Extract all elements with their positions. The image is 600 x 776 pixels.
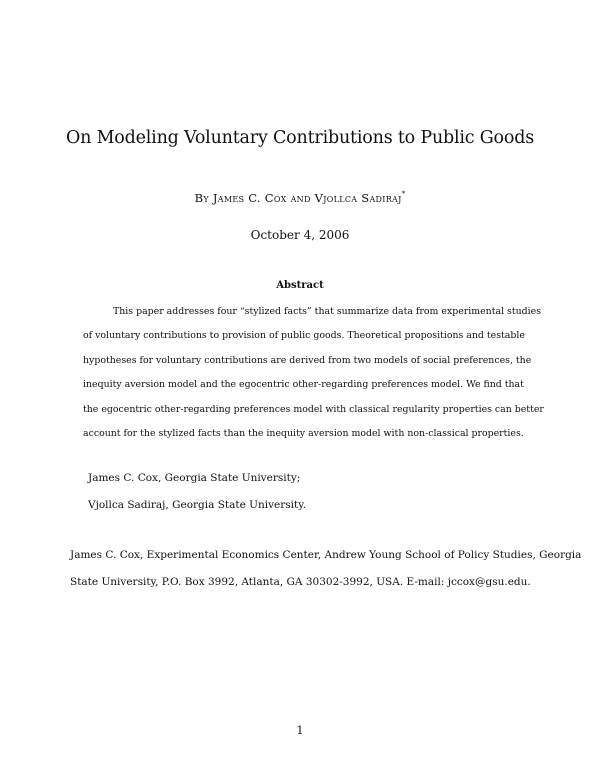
- author-footnote-mark: *: [401, 190, 406, 198]
- author-line: [0, 190, 600, 205]
- contact-line: State University, P.O. Box 3992, Atlanta, GA 30302-3992, USA. E-mail: jccox@gsu.edu.: [70, 576, 531, 588]
- abstract-line: This paper addresses four “stylized facts” that summarize data from experimental studies: [113, 306, 542, 317]
- author-names: By James C. Cox and Vjollca Sadiraj: [194, 191, 402, 205]
- abstract-line: account for the stylized facts than the inequity aversion model with non-classical properties.: [83, 427, 524, 439]
- paper-date: October 4, 2006: [250, 228, 350, 242]
- abstract-line: inequity aversion model and the egocentric other-regarding preferences model. We find that: [83, 379, 524, 391]
- abstract-line: of voluntary contributions to provision of public goods. Theoretical propositions and testable: [83, 330, 525, 342]
- affiliation-cox: James C. Cox, Georgia State University;: [88, 472, 301, 484]
- abstract-body: [83, 304, 544, 450]
- abstract-heading: Abstract: [276, 280, 324, 291]
- abstract-line: the egocentric other-regarding preferences model with classical regularity properties can better: [83, 403, 544, 415]
- contact-line: James C. Cox, Experimental Economics Center, Andrew Young School of Policy Studies, Georgia: [70, 549, 582, 561]
- affiliation-sadiraj: Vjollca Sadiraj, Georgia State University.: [88, 499, 307, 511]
- abstract-line: hypotheses for voluntary contributions are derived from two models of social preferences, the: [83, 354, 532, 366]
- paper-title: On Modeling Voluntary Contributions to Public Goods: [65, 128, 535, 148]
- page-number: 1: [296, 724, 304, 737]
